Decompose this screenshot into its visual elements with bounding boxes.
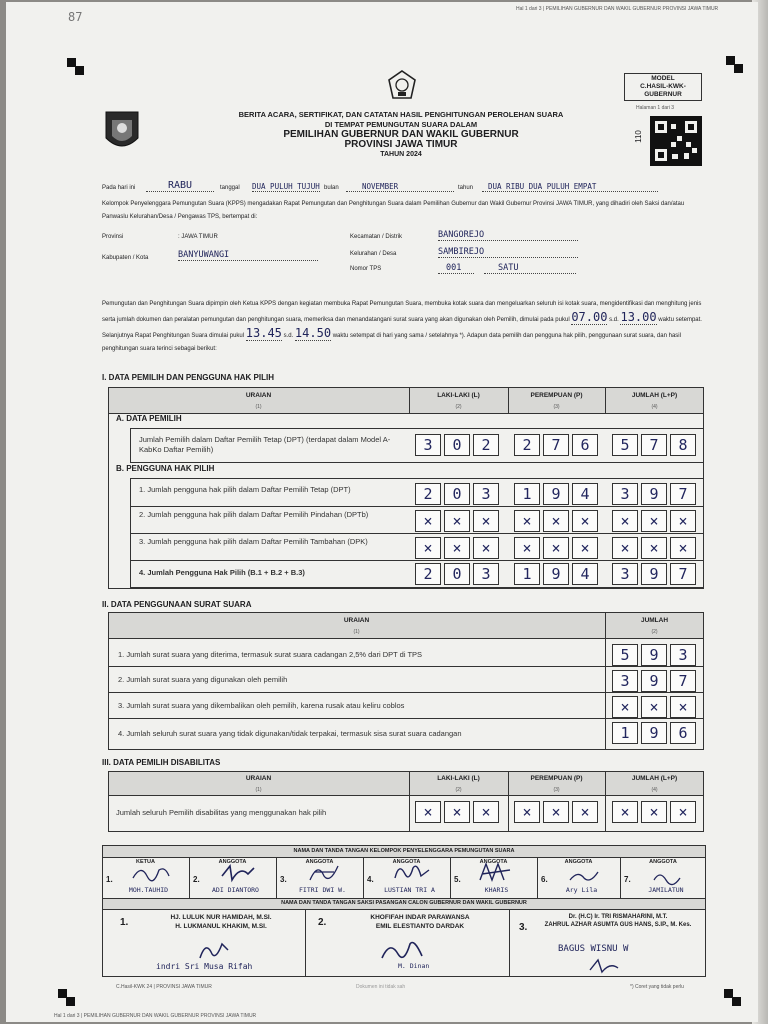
model-box [624,73,702,101]
intro-paragraph: Kelompok Penyelenggara Pemungutan Suara (KPPS) mengadakan Rapat Pemungutan dan Penghitungan Suara dalam Pemilihan Gubernur dan Wakil Gubernur Provinsi JAWA TIMUR, yang dihadiri oleh Saksi dan/atau Panwaslu Kelurahan/Desa / Pengawas TPS, bertempat di: [102,201,685,220]
header-line5: TAHUN 2024 [380,151,422,158]
kpps-member-name: Ary Lila [565,886,598,894]
digit-box: × [612,537,638,559]
saksi1-name1: HJ. LULUK NUR HAMIDAH, M.SI. [170,914,272,921]
digit-box: × [415,801,441,823]
s2-n2: (2) [651,629,658,635]
kpps-member-name: LUSTIAN TRI A [384,886,435,894]
digit-box: 2 [415,563,441,585]
kpps-member-number: 7. [624,875,631,884]
s2-r4-value [612,722,696,744]
registration-mark-br2 [732,997,741,1006]
saksi1-candidates [146,913,296,931]
digit-box: 3 [612,563,638,585]
digit-box: × [641,537,667,559]
digit-box: 1 [612,722,638,744]
sd-1: s.d. [609,317,619,323]
process-text-2b: waktu setempat di hari yang sama / setelahnya *). Adapun data pemilih dan pengguna hak pilih, penggunaan surat suara, dan hasil penghitungan suara terinci sebagai berikut: [102,333,681,352]
signature-icon [218,862,258,884]
registration-mark-bl2 [66,997,75,1006]
page-count: Halaman 1 dari 3 [636,105,675,111]
s3-j [612,801,696,823]
s1-b1-p [514,483,598,505]
s3-col-l: LAKI-LAKI (L) [437,775,480,782]
digit-box: 6 [670,722,696,744]
kpps-member-role: ANGGOTA [305,859,334,865]
process-paragraph [102,298,706,356]
signature-icon [650,868,690,888]
saksi-title: NAMA DAN TANDA TANGAN SAKSI PASANGAN CALON GUBERNUR DAN WAKIL GUBERNUR [281,900,527,906]
kpps-member-name: KHARIS [484,886,509,894]
digit-box: 3 [473,563,499,585]
end-time-1: 13.00 [620,310,657,324]
s1-b3-j [612,537,696,559]
page-marker: 87 [68,10,83,24]
kpps-member-role: ANGGOTA [392,859,421,865]
digit-box: 0 [444,563,470,585]
s3-p [514,801,598,823]
footer-bottom: Hal 1 dari 3 | PEMILIHAN GUBERNUR DAN WAKIL GUBERNUR PROVINSI JAWA TIMUR [54,1013,257,1019]
digit-box: × [572,510,598,532]
footer-right: *) Coret yang tidak perlu [630,984,684,990]
s1-b3-l [415,537,499,559]
registration-mark-tr2 [734,64,743,73]
digit-box: × [473,801,499,823]
kpps-member-role: ANGGOTA [649,859,677,865]
signature-icon [131,862,171,884]
digit-box: 0 [444,434,470,456]
saksi2-witness: M. Dinan [398,962,430,970]
qr-side-number: 110 [633,130,643,143]
s3-row-label: Jumlah seluruh Pemilih disabilitas yang menggunakan hak pilih [116,808,327,817]
kpps-member-number: 1. [106,875,113,884]
signature-icon [566,866,606,886]
s1-a-row-label: Jumlah Pemilih dalam Daftar Pemilih Tetap (DPT) (terdapat dalam Model A-KabKo Daftar Pemilih) [139,435,391,454]
digit-box: 3 [473,483,499,505]
s2-n1: (1) [353,629,360,635]
s3-n3: (3) [553,787,560,793]
digit-box: 7 [670,670,696,692]
digit-box: × [572,801,598,823]
end-time-2: 14.50 [294,326,332,340]
kpps-member-role: ANGGOTA [564,859,593,865]
digit-box: × [670,510,696,532]
digit-box: × [572,537,598,559]
saksi1-name2: H. LUKMANUL KHAKIM, M.SI. [175,923,267,930]
digit-box: × [543,801,569,823]
digit-box: 6 [572,434,598,456]
s1-a-title: A. DATA PEMILIH [116,414,182,423]
digit-box: 2 [415,483,441,505]
s1-b1-l [415,483,499,505]
digit-box: 9 [641,644,667,666]
digit-box: 7 [670,563,696,585]
date-day: RABU [146,180,214,192]
saksi2-candidates [340,913,500,931]
s1-b1-label: 1. Jumlah pengguna hak pilih dalam Daftar Pemilih Tetap (DPT) [139,485,351,494]
tanggal-label: tanggal [220,185,240,191]
kecamatan-value: BANGOREJO [438,230,578,241]
s1-col-jml: JUMLAH (L+P) [631,392,678,399]
jawa-timur-emblem-icon [102,108,142,156]
kpps-member-name: MOH.TAUHID [128,886,169,894]
s1-col-p: PEREMPUAN (P) [530,392,583,399]
s3-n1: (1) [255,787,262,793]
kpps-member-number: 6. [541,875,548,884]
digit-box: × [444,801,470,823]
digit-box: × [670,801,696,823]
s2-r2-label: 2. Jumlah surat suara yang digunakan oleh pemilih [118,675,288,684]
header-line4: PROVINSI JAWA TIMUR [344,139,458,150]
kpps-member-name: JAMILATUN [648,886,684,894]
s1-b2-p [514,510,598,532]
digit-box: 9 [641,483,667,505]
s1-b3-p [514,537,598,559]
signature-icon [391,860,431,884]
digit-box: 2 [514,434,540,456]
tahun-label: tahun [458,185,474,191]
digit-box: × [473,537,499,559]
kpu-logo-icon [384,68,420,104]
digit-box: 7 [543,434,569,456]
signature-icon [304,860,344,884]
s1-b4-label: 4. Jumlah Pengguna Hak Pilih (B.1 + B.2 + B.3) [139,568,305,577]
registration-mark-tl2 [75,66,84,75]
digit-box: × [543,510,569,532]
kpps-member-number: 2. [193,875,200,884]
sd-2: s.d. [283,333,294,339]
s1-col-l: LAKI-LAKI (L) [437,392,480,399]
digit-box: 3 [612,483,638,505]
digit-box: × [444,510,470,532]
saksi2-number: 2. [318,917,327,928]
s1-b4-l [415,563,499,585]
footer-mid: Dokumen ini tidak sah [356,984,406,990]
digit-box: 5 [612,434,638,456]
saksi3-name1: Dr. (H.C) Ir. TRI RISMAHARINI, M.T. [568,914,668,920]
digit-box: × [612,510,638,532]
top-right-caption: Hal 1 dari 3 | PEMILIHAN GUBERNUR DAN WAKIL GUBERNUR PROVINSI JAWA TIMUR [516,6,719,12]
kpps-member-number: 5. [454,875,461,884]
process-text-1: Pemungutan dan Penghitungan Suara dipimpin oleh Ketua KPPS dengan kegiatan membuka Rapat Pemungutan Suara, membuka kotak suara dan mengeluarkan seluruh isi kotak suara, mengidentifikasi dan menghitung jenis serta jumlah dokumen dan peralatan pemungutan dan penghitungan suara, memeriksa dan menandatangani surat suara yang akan digunakan oleh Pemilih, dimulai pada pukul [102,301,702,323]
digit-box: × [444,537,470,559]
s1-b1-j [612,483,696,505]
qr-code-icon [650,116,702,166]
s1-n3: (3) [553,404,560,410]
digit-box: 3 [415,434,441,456]
digit-box: 7 [670,483,696,505]
model-line1: MODEL [651,75,675,82]
s1-a-p [514,434,598,456]
kpps-title: NAMA DAN TANDA TANGAN KELOMPOK PENYELENGGARA PEMUNGUTAN SUARA [293,848,515,854]
s2-r4-label: 4. Jumlah seluruh surat suara yang tidak digunakan/tidak terpakai, termasuk sisa surat suara cadangan [118,729,462,738]
bulan-label: bulan [324,185,339,191]
s1-n2: (2) [455,404,462,410]
saksi3-name2: ZAHRUL AZHAR ASUMTA GUS HANS, S.IP., M. Kes. [544,922,692,928]
s3-l [415,801,499,823]
provinsi-value: : JAWA TIMUR [178,234,218,240]
s3-n4: (4) [651,787,658,793]
kabupaten-label: Kabupaten / Kota [102,255,149,261]
digit-box: 1 [514,483,540,505]
signature-icon [586,956,622,976]
month-value: NOVEMBER [346,182,454,192]
tps-label: Nomor TPS [350,266,382,272]
header-line1: BERITA ACARA, SERTIFIKAT, DAN CATATAN HASIL PENGHITUNGAN PEROLEHAN SUARA [238,110,564,119]
saksi1-number: 1. [120,917,129,928]
saksi2-name1: KHOFIFAH INDAR PARAWANSA [370,914,470,921]
kpps-member-role: ANGGOTA [479,859,508,865]
s3-col-p: PEREMPUAN (P) [530,775,583,782]
document-header [176,110,626,160]
kpps-member-name: FITRI DWI W. [299,886,346,894]
document-page [6,2,758,1022]
process-text-2: Selanjutnya Rapat Penghitungan Suara dimulai pukul [102,333,245,339]
s2-r1-value [612,644,696,666]
digit-box: 3 [612,670,638,692]
digit-box: 7 [641,434,667,456]
digit-box: 0 [444,483,470,505]
wib-1: waktu setempat. [658,317,702,323]
s2-col-uraian: URAIAN [343,617,370,624]
model-line3: GUBERNUR [644,91,682,98]
digit-box: × [641,510,667,532]
digit-box: 1 [514,563,540,585]
section3-title: III. DATA PEMILIH DISABILITAS [102,758,221,767]
s2-r3-label: 3. Jumlah surat suara yang dikembalikan oleh pemilih, karena rusak atau keliru coblos [118,701,405,710]
s1-a-l [415,434,499,456]
s2-col-jml: JUMLAH [640,617,669,624]
header-line2: DI TEMPAT PEMUNGUTAN SUARA DALAM [324,120,478,129]
digit-box: × [641,801,667,823]
s1-b2-l [415,510,499,532]
digit-box: 5 [612,644,638,666]
digit-box: × [670,696,696,718]
digit-box: × [612,801,638,823]
digit-box: × [415,510,441,532]
s1-n1: (1) [255,404,262,410]
section1-title: I. DATA PEMILIH DAN PENGGUNA HAK PILIH [102,373,274,382]
s3-n2: (2) [455,787,462,793]
kecamatan-label: Kecamatan / Distrik [350,234,403,240]
digit-box: × [473,510,499,532]
tps-value: 001 [438,263,474,274]
desa-label: Kelurahan / Desa [350,251,397,257]
saksi3-number: 3. [519,922,528,933]
digit-box: 9 [543,563,569,585]
start-time-1: 07.00 [571,310,608,324]
digit-box: × [514,801,540,823]
digit-box: 8 [670,434,696,456]
digit-box: 9 [543,483,569,505]
digit-box: 9 [641,670,667,692]
model-line2: C.HASIL-KWK- [640,83,686,90]
digit-box: 9 [641,563,667,585]
digit-box: 4 [572,563,598,585]
s2-r1-label: 1. Jumlah surat suara yang diterima, termasuk surat suara cadangan 2,5% dari DPT di TPS [118,650,423,659]
digit-box: × [514,537,540,559]
desa-value: SAMBIREJO [438,247,578,258]
start-time-2: 13.45 [245,326,282,340]
kpps-member-number: 3. [280,875,287,884]
s3-col-jml: JUMLAH (L+P) [631,775,678,782]
signature-icon [196,938,232,962]
tps-words: SATU [484,263,576,274]
saksi3-candidates [532,913,704,929]
saksi3-witness: BAGUS WISNU W [558,944,629,954]
footer-left: C.Hasil-KWK 24 | PROVINSI JAWA TIMUR [116,984,212,990]
kpps-member-role: KETUA [136,859,155,865]
header-line3: PEMILIHAN GUBERNUR DAN WAKIL GUBERNUR [283,129,519,140]
s1-b2-j [612,510,696,532]
s1-b3-label: 3. Jumlah pengguna hak pilih dalam Daftar Pemilih Tambahan (DPK) [139,537,368,546]
digit-box: 4 [572,483,598,505]
provinsi-label: Provinsi [102,234,124,240]
year-value: DUA RIBU DUA PULUH EMPAT [482,182,658,192]
digit-box: 3 [670,644,696,666]
digit-box: 2 [473,434,499,456]
s1-n4: (4) [651,404,658,410]
digit-box: × [543,537,569,559]
saksi1-witness: indri Sri Musa Rifah [156,962,253,971]
section2-title: II. DATA PENGGUNAAN SURAT SUARA [102,600,252,609]
saksi2-name2: EMIL ELESTIANTO DARDAK [375,923,465,930]
digit-box: × [670,537,696,559]
date-prefix: Pada hari ini [102,185,136,191]
s2-r3-value [612,696,696,718]
digit-box: × [415,537,441,559]
date-value: DUA PULUH TUJUH [252,182,320,191]
kpps-member-role: ANGGOTA [218,859,247,865]
digit-box: 9 [641,722,667,744]
kpps-member-name: ADI DIANTORO [212,886,259,894]
signature-icon [476,860,516,884]
s1-b4-p [514,563,598,585]
s1-b4-j [612,563,696,585]
digit-box: × [514,510,540,532]
digit-box: × [641,696,667,718]
digit-box: × [612,696,638,718]
s1-b2-label: 2. Jumlah pengguna hak pilih dalam Daftar Pemilih Pindahan (DPTb) [139,510,369,519]
s1-a-j [612,434,696,456]
kabupaten-value: BANYUWANGI [178,250,318,261]
kpps-member-number: 4. [367,875,374,884]
s1-col-uraian: URAIAN [245,392,272,399]
s2-r2-value [612,670,696,692]
s3-col-uraian: URAIAN [245,775,272,782]
s1-b-title: B. PENGGUNA HAK PILIH [116,464,215,473]
